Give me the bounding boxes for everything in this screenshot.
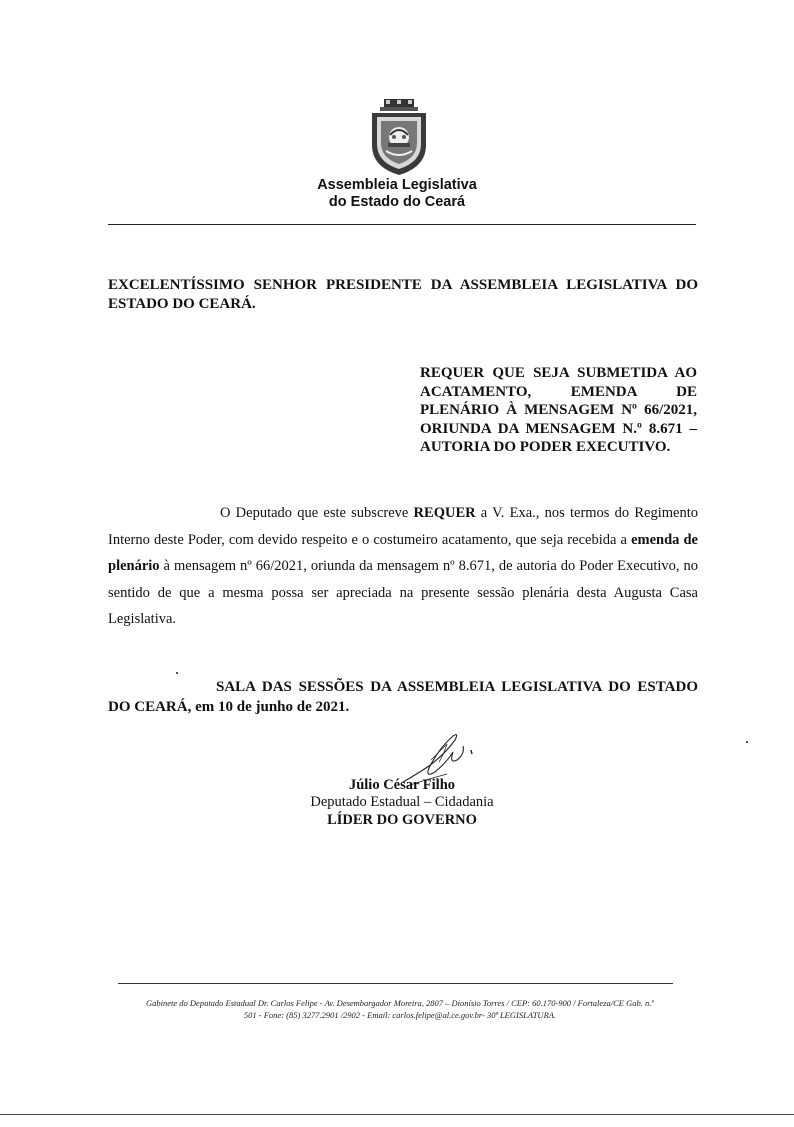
- body-text-part1: O Deputado que este subscreve: [220, 505, 414, 521]
- closing-statement: [108, 677, 698, 717]
- body-text-part2: a V. Exa., nos termos do Regimento Interno deste Poder, com devido respeito e o costumeiro acatamento, que seja recebida a: [108, 505, 698, 548]
- footer-line1: Gabinete do Deputado Estadual Dr. Carlos Felipe - Av. Desembargador Moreira, 2807 – Dionísio Torres / CEP: 60.170-900 / Fortaleza/CE Gab. n.º: [146, 998, 654, 1008]
- body-emenda: emenda de plenário: [108, 531, 698, 574]
- footer-line2: 501 - Fone: (85) 3277.2901 /2902 - Email: carlos.felipe@al.ce.gov.br- 30ª LEGISLATURA.: [243, 1010, 557, 1020]
- signatory-role: Deputado Estadual – Cidadania: [310, 794, 494, 810]
- signatory-title: LÍDER DO GOVERNO: [327, 812, 477, 828]
- footer-divider: [118, 983, 673, 984]
- institution-name-line1: Assembleia Legislativa: [317, 177, 477, 193]
- request-summary: REQUER QUE SEJA SUBMETIDA AO ACATAMENTO, EMENDA DE PLENÁRIO À MENSAGEM Nº 66/2021, ORIUNDA DA MENSAGEM N.º 8.671 – AUTORIA DO PODER EXECUTIVO.: [420, 365, 697, 455]
- scan-speck: [176, 672, 178, 674]
- body-paragraph: [108, 500, 698, 633]
- ceara-coat-of-arms-icon: [366, 97, 432, 177]
- body-text-part3: à mensagem nº 66/2021, oriunda da mensagem nº 8.671, de autoria do Poder Executivo, no sentido de que a mesma possa ser apreciada na presente sessão plenária desta Augusta Casa Legislativa.: [108, 558, 698, 627]
- footer-address: [105, 997, 695, 1021]
- signatory-name: Júlio César Filho: [348, 777, 456, 793]
- scan-speck: [746, 741, 748, 743]
- header-divider: [108, 224, 696, 225]
- closing-text: SALA DAS SESSÕES DA ASSEMBLEIA LEGISLATIVA DO ESTADO DO CEARÁ, em 10 de junho de 2021.: [108, 679, 698, 715]
- body-requer: REQUER: [413, 505, 476, 521]
- page-bottom-rule: [0, 1114, 794, 1115]
- institution-name-line2: do Estado do Ceará: [328, 194, 466, 210]
- addressee: EXCELENTÍSSIMO SENHOR PRESIDENTE DA ASSEMBLEIA LEGISLATIVA DO ESTADO DO CEARÁ.: [108, 277, 698, 312]
